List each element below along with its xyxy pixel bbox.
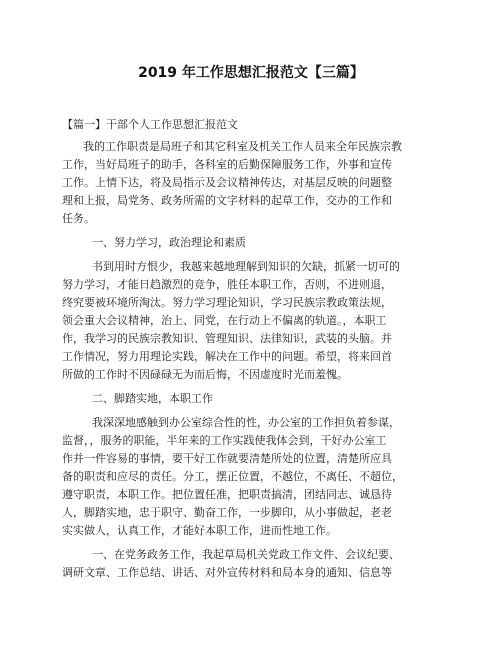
paragraph-line: 领会重大会议精神，治上、同党，在行动上不偏离的轨道。，本职工 (62, 314, 387, 327)
subheading: 一、努力学习，政治理论和素质 (92, 236, 246, 249)
paragraph-line: 调研文章、工作总结、讲话、对外宣传材料和局本身的通知、信息等 (62, 566, 392, 579)
paragraph-line: 人，脚踏实地，忠于职守、勤奋工作，一步脚印，从小事做起，老老 (62, 506, 392, 519)
paragraph-line: 作并一件容易的事情，要干好工作就要清楚所处的位置，清楚所应具 (62, 452, 392, 465)
paragraph-line: 备的职责和应尽的责任。分工，摆正位置，不越位，不离任、不超位， (62, 470, 403, 483)
paragraph-line: 我深深地感触到办公室综合性的性，办公室的工作担负着参谋， (92, 416, 400, 429)
paragraph-line: 工作。上情下达，将及局指示及会议精神传达，对基层反映的问题整 (62, 176, 392, 189)
paragraph-line: 工作情况，努力用理论实践，解决在工作中的问题。希望，将来回首 (62, 350, 392, 363)
paragraph-line: 实实做人，认真工作，才能好本职工作，进而性地工作。 (62, 524, 337, 537)
paragraph-line: 监督，，服务的职能，半年来的工作实践使我体会到，干好办公室工 (62, 434, 387, 447)
paragraph-line: 作，我学习的民族宗教知识、管理知识、法律知识，武装的头脑。并 (62, 332, 392, 345)
paragraph-line: 遵守职责，本职工作。把位置任准，把职责搞清，团结同志、诚恳待 (62, 488, 392, 501)
paragraph-line: 工作，当好局班子的助手，各科室的后勤保障服务工作，外事和宣传 (62, 158, 392, 171)
paragraph-line: 终究要被环境所淘汰。努力学习理论知识，学习民族宗教政策法规， (62, 296, 392, 309)
paragraph-line: 一、在党务政务工作，我起草局机关党政工作文件、会议纪要、 (92, 548, 400, 561)
paragraph-line: 努力学习，才能日趋激烈的竞争，胜任本职工作，否则，不进则退， (62, 278, 392, 291)
subheading: 二、脚踏实地，本职工作 (92, 392, 213, 405)
section-heading: 【篇一】干部个人工作思想汇报范文 (62, 118, 238, 131)
paragraph-line: 所做的工作时不因碌碌无为而后悔，不因虚度时光而羞愧。 (62, 368, 348, 381)
paragraph-line: 理和上报，局党务、政务所需的文字材料的起草工作，交办的工作和 (62, 194, 392, 207)
paragraph-line: 我的工作职责是局班子和其它科室及机关工作人员来全年民族宗教 (83, 140, 402, 153)
page-title: 2019 年工作思想汇报范文【三篇】 (138, 65, 364, 81)
paragraph-line: 任务。 (62, 212, 95, 225)
paragraph-line: 书到用时方恨少，我越来越地理解到知识的欠缺，抓紧一切可的 (92, 260, 400, 273)
